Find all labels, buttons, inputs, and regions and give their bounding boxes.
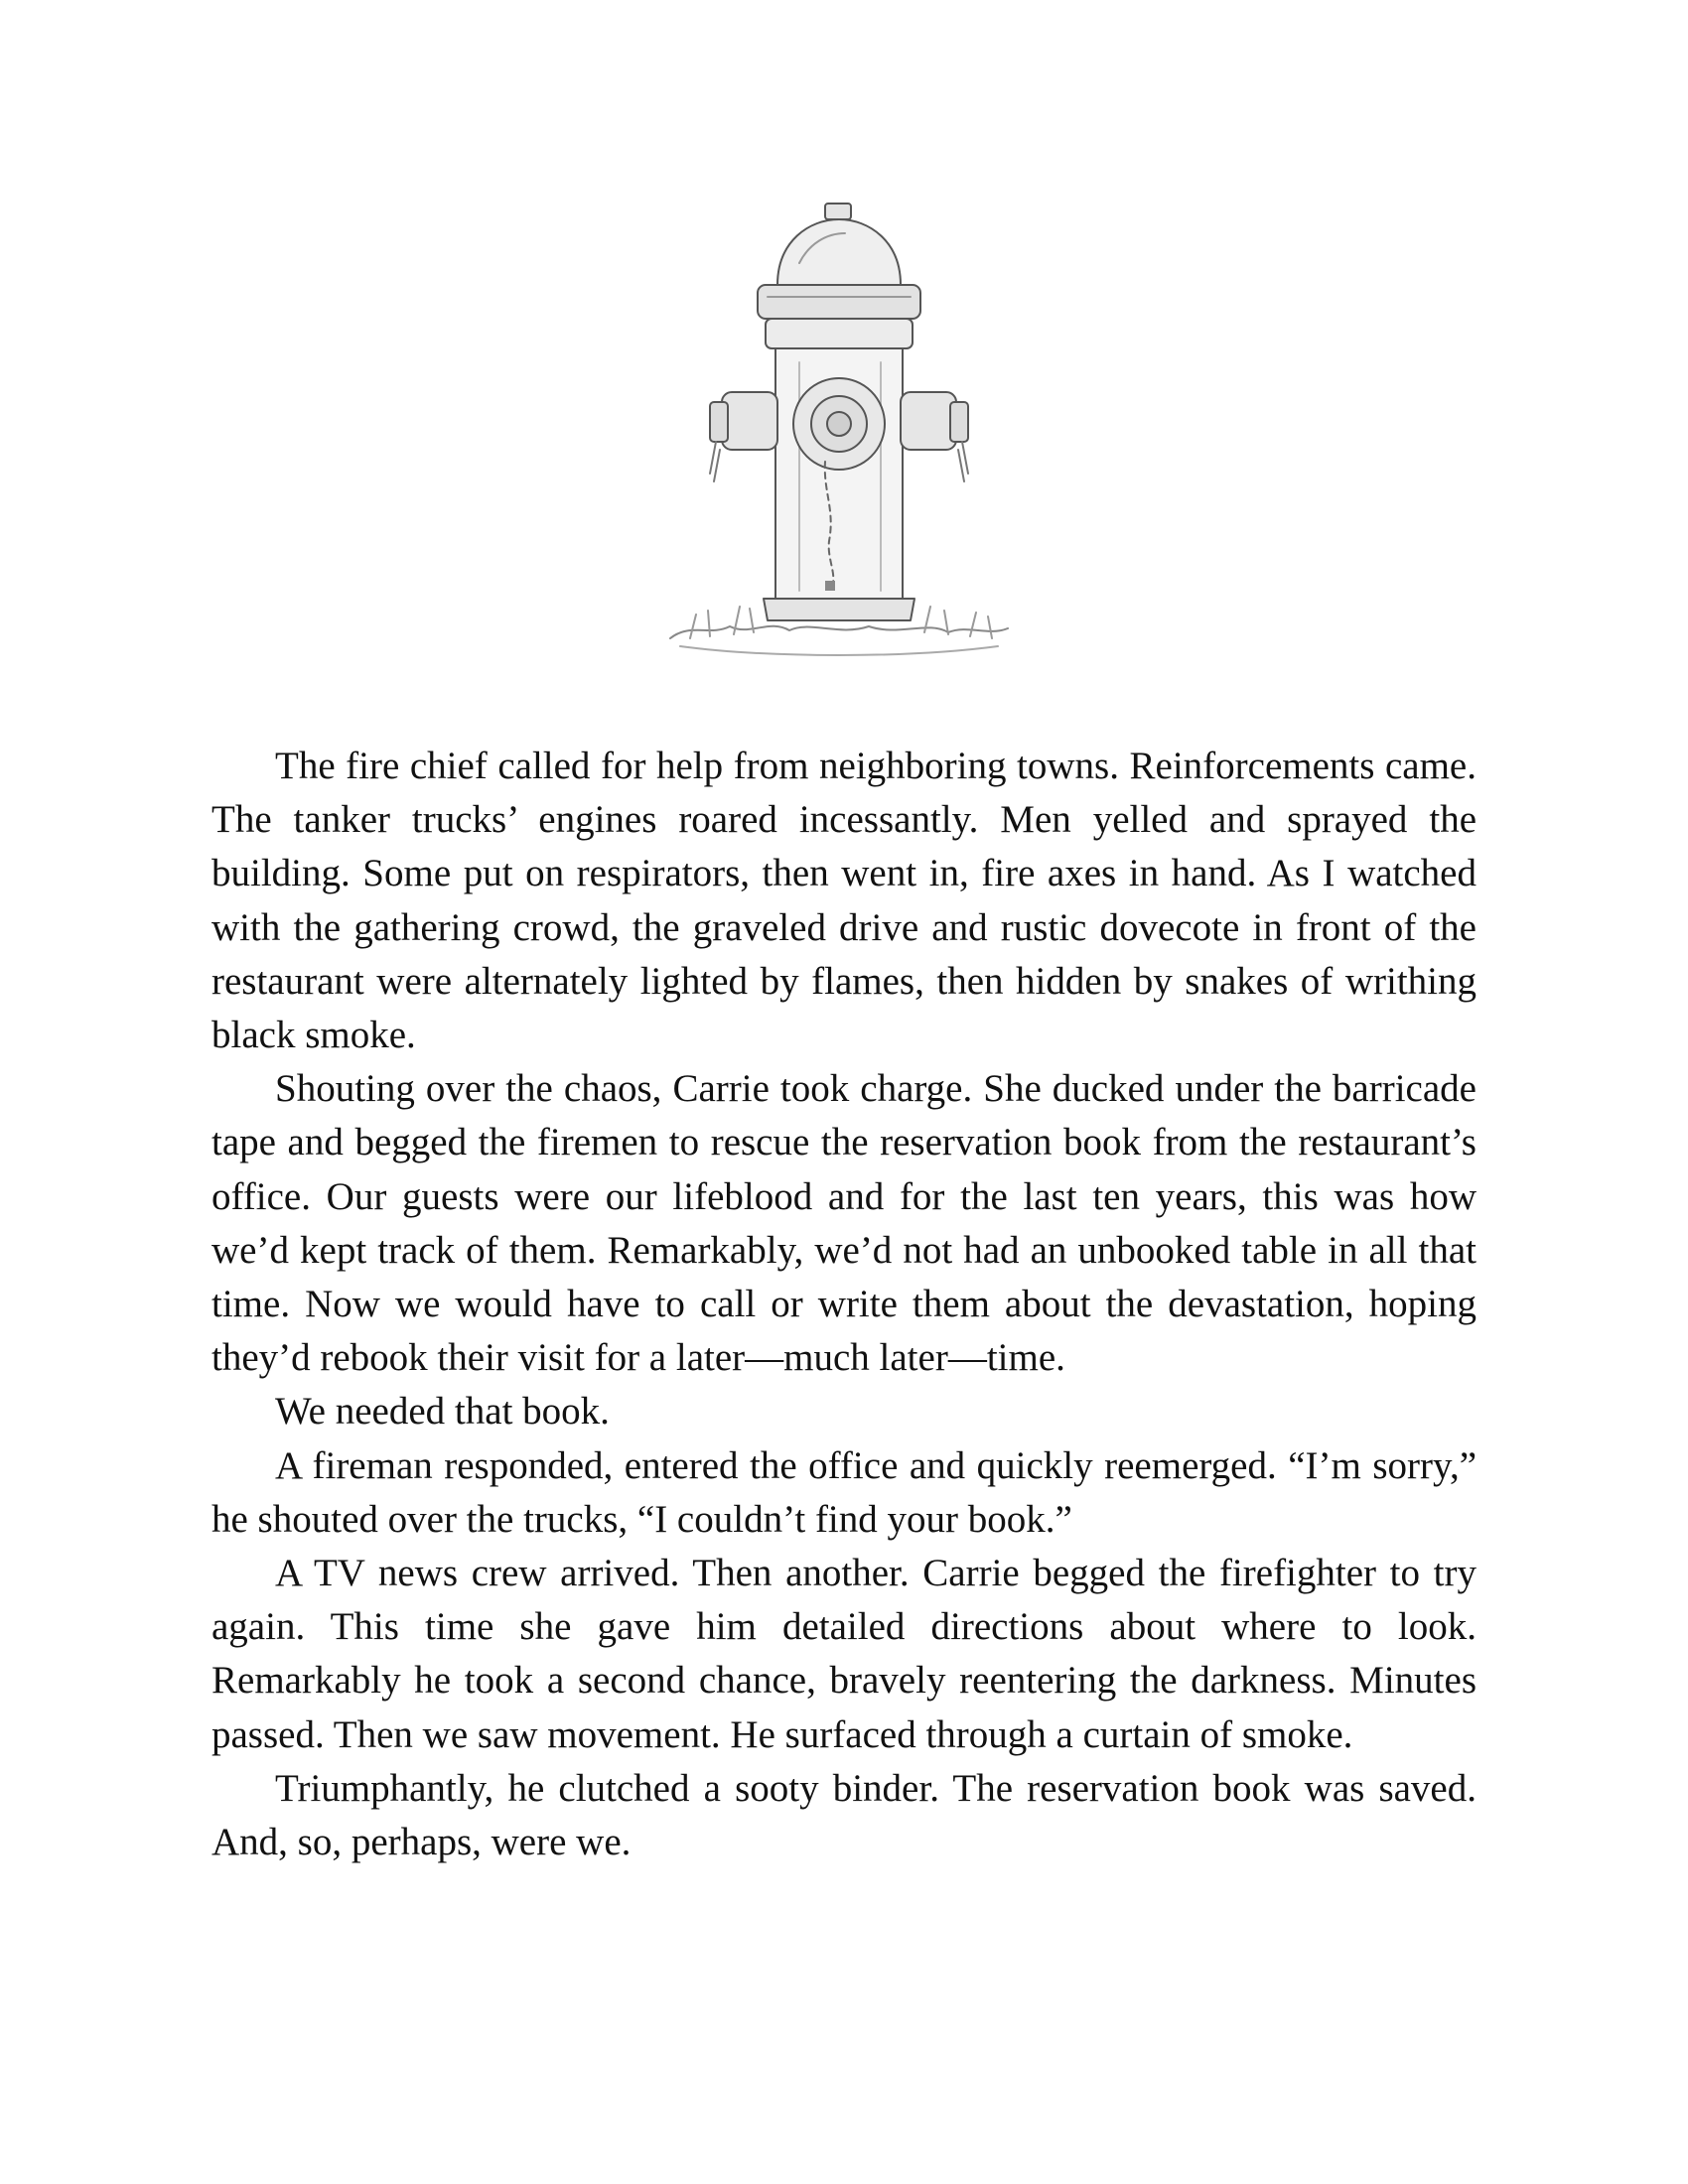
paragraph: A fireman responded, entered the office and quickly reemerged. “I’m sorry,” he shouted over the trucks, “I couldn’t find your book.” <box>211 1443 1477 1541</box>
body-text <box>211 740 1477 1869</box>
fire-hydrant-sketch-icon <box>650 194 1028 680</box>
fire-hydrant-illustration <box>650 194 1028 680</box>
paragraph: The fire chief called for help from neighboring towns. Reinforcements came. The tanker trucks’ engines roared incessantly. Men yelled and sprayed the building. Some put on respirators, then went in, fire axes in hand. As I watched with the gathering crowd, the graveled drive and rustic dovecote in front of the restaurant were alternately lighted by flames, then hidden by snakes of writhing black smoke. <box>211 745 1477 1057</box>
paragraph: A TV news crew arrived. Then another. Carrie begged the firefighter to try again. This time she gave him detailed directions about where to look. Remarkably he took a second chance, bravely reentering the darkness. Minutes passed. Then we saw movement. He surfaced through a curtain of smoke. <box>211 1552 1477 1756</box>
paragraph: We needed that book. <box>275 1390 610 1433</box>
paragraph: Triumphantly, he clutched a sooty binder. The reservation book was saved. And, so, perhaps, were we. <box>211 1766 1477 1864</box>
paragraph: Shouting over the chaos, Carrie took charge. She ducked under the barricade tape and begged the firemen to rescue the reservation book from the restaurant’s office. Our guests were our lifeblood and for the last ten years, this was how we’d kept track of them. Remarkably, we’d not had an unbooked table in all that time. Now we would have to call or write them about the devastation, hoping they’d rebook their visit for a later—much later—time. <box>211 1067 1477 1380</box>
